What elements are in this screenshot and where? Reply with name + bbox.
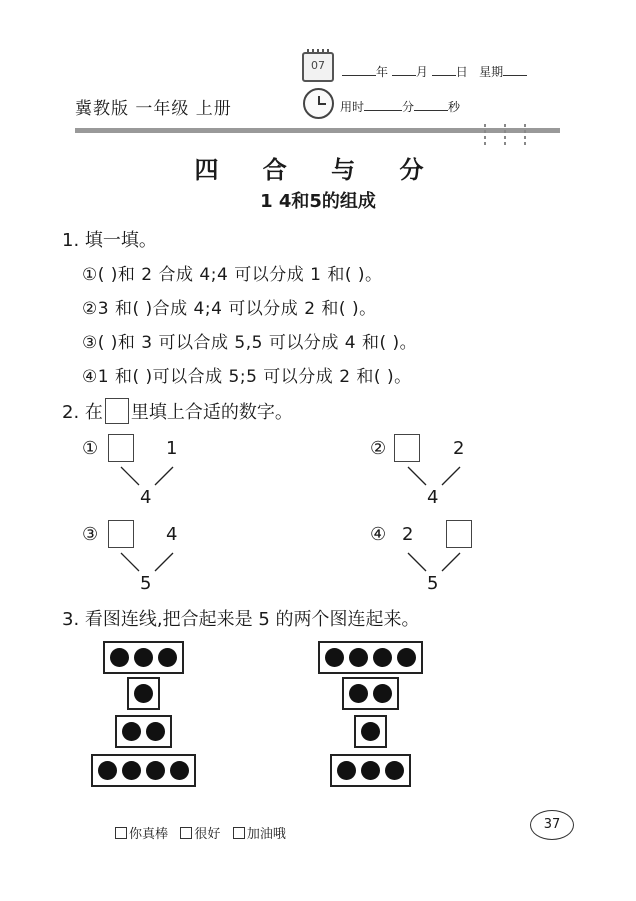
day-label: 日: [455, 65, 468, 79]
tree-1-lines: [115, 465, 185, 489]
dot-icon: [373, 648, 392, 667]
tree-4-right-box[interactable]: [446, 520, 472, 548]
section2-heading: [62, 398, 293, 424]
dot-icon: [349, 684, 368, 703]
day-blank[interactable]: [432, 63, 456, 76]
dot-icon: [361, 722, 380, 741]
weekday-label: 星期: [479, 65, 504, 79]
dot-icon: [110, 648, 129, 667]
weekday-blank[interactable]: [503, 63, 527, 76]
tree-3-left-box[interactable]: [108, 520, 134, 548]
lesson-subtitle: 1 4和5的组成: [260, 191, 376, 212]
clock-icon: [303, 88, 334, 119]
dot-icon: [397, 648, 416, 667]
time-label: 用时: [340, 100, 365, 114]
fill-item-3[interactable]: ③( )和 3 可以合成 5,5 可以分成 4 和( )。: [82, 333, 418, 353]
year-label: 年: [376, 65, 389, 79]
fill-item-1[interactable]: ①( )和 2 合成 4;4 可以分成 1 和( )。: [82, 265, 383, 285]
tree-2-total: 4: [427, 487, 439, 508]
dot-icon: [146, 761, 165, 780]
decorative-dots: [478, 124, 538, 146]
seconds-blank[interactable]: [414, 98, 448, 111]
date-fields: [342, 63, 527, 80]
publisher-label: 冀教版 一年级 上册: [75, 99, 232, 119]
dot-icon: [158, 648, 177, 667]
dot-icon: [134, 648, 153, 667]
time-fields: [340, 98, 460, 115]
left-dot-group-3[interactable]: [115, 715, 172, 748]
rating-good[interactable]: 很好: [180, 827, 220, 842]
month-label: 月: [415, 65, 428, 79]
left-dot-group-2[interactable]: [127, 677, 160, 710]
rating-keep-going[interactable]: 加油哦: [233, 827, 286, 842]
rating-options: [115, 823, 286, 842]
dot-icon: [349, 648, 368, 667]
calendar-icon: [302, 52, 334, 82]
dot-icon: [361, 761, 380, 780]
right-dot-group-1[interactable]: [318, 641, 423, 674]
dot-icon: [385, 761, 404, 780]
section3-heading: 3. 看图连线,把合起来是 5 的两个图连起来。: [62, 609, 420, 630]
tree-1-left-box[interactable]: [108, 434, 134, 462]
dot-icon: [170, 761, 189, 780]
dot-icon: [122, 761, 141, 780]
tree-3-lines: [115, 551, 185, 575]
dot-icon: [146, 722, 165, 741]
dot-icon: [337, 761, 356, 780]
year-blank[interactable]: [342, 63, 376, 76]
tree-2-right: 2: [453, 438, 465, 459]
dot-icon: [122, 722, 141, 741]
page-number: 37: [530, 810, 574, 840]
tree-3-label: ③: [82, 524, 99, 545]
dot-icon: [373, 684, 392, 703]
dot-icon: [134, 684, 153, 703]
tree-1-right: 1: [166, 438, 178, 459]
checkbox-icon[interactable]: [233, 827, 245, 839]
calendar-number: 07: [311, 59, 325, 72]
tree-2-label: ②: [370, 438, 387, 459]
section1-heading: 1. 填一填。: [62, 230, 157, 251]
page-title: 四 合 与 分: [194, 156, 442, 184]
rating-great[interactable]: 你真棒: [115, 827, 168, 842]
tree-4-label: ④: [370, 524, 387, 545]
tree-1-total: 4: [140, 487, 152, 508]
right-dot-group-4[interactable]: [330, 754, 411, 787]
seconds-label: 秒: [448, 100, 461, 114]
tree-3-total: 5: [140, 573, 152, 594]
dot-icon: [325, 648, 344, 667]
left-dot-group-1[interactable]: [103, 641, 184, 674]
right-dot-group-3[interactable]: [354, 715, 387, 748]
fill-item-4[interactable]: ④1 和( )可以合成 5;5 可以分成 2 和( )。: [82, 367, 412, 387]
tree-2-lines: [402, 465, 472, 489]
checkbox-icon[interactable]: [115, 827, 127, 839]
minutes-label: 分: [402, 100, 415, 114]
dot-icon: [98, 761, 117, 780]
section2-heading-end: 里填上合适的数字。: [130, 402, 293, 423]
heading-box-icon: [105, 398, 129, 424]
right-dot-group-2[interactable]: [342, 677, 399, 710]
month-blank[interactable]: [392, 63, 416, 76]
fill-item-2[interactable]: ②3 和( )合成 4;4 可以分成 2 和( )。: [82, 299, 377, 319]
tree-4-lines: [402, 551, 472, 575]
tree-2-left-box[interactable]: [394, 434, 420, 462]
tree-4-total: 5: [427, 573, 439, 594]
tree-1-label: ①: [82, 438, 99, 459]
tree-3-right: 4: [166, 524, 178, 545]
section2-heading-start: 2. 在: [62, 402, 103, 423]
minutes-blank[interactable]: [364, 98, 402, 111]
checkbox-icon[interactable]: [180, 827, 192, 839]
left-dot-group-4[interactable]: [91, 754, 196, 787]
tree-4-left: 2: [402, 524, 414, 545]
